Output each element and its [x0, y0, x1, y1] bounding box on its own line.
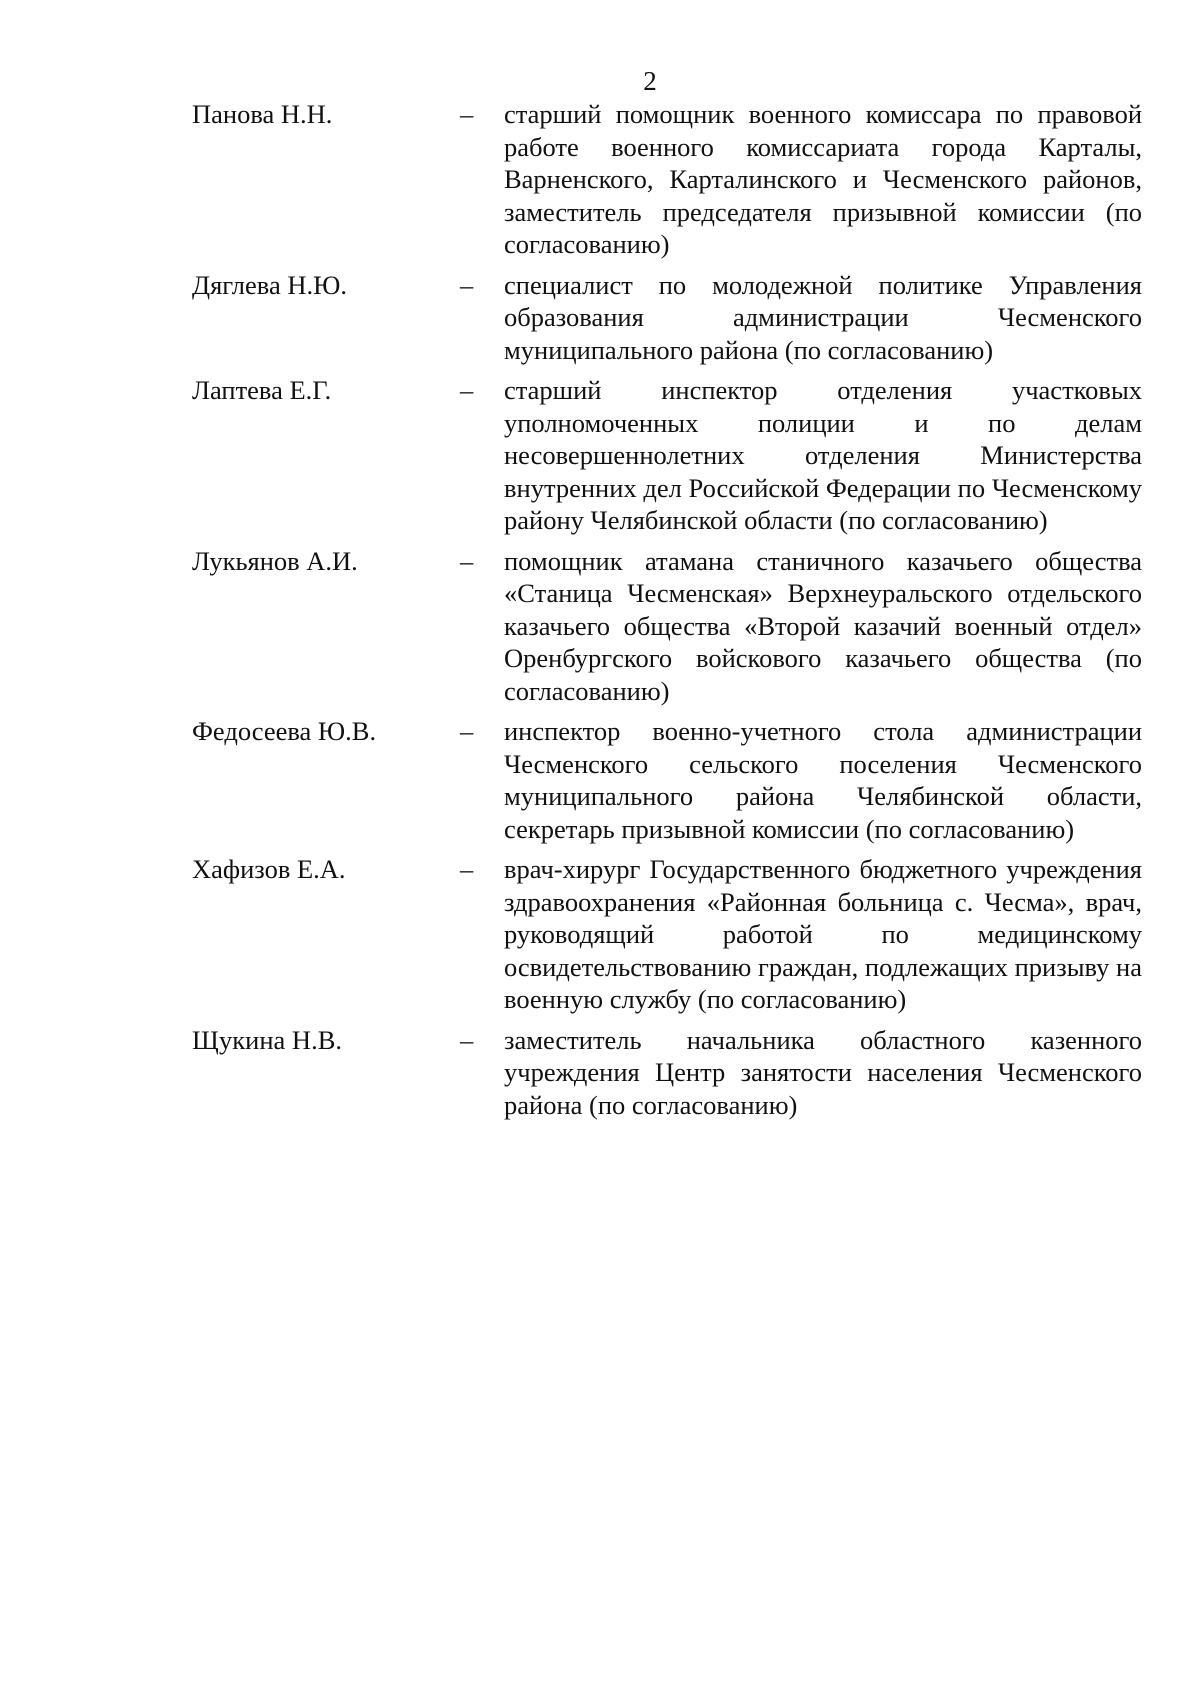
page-number: 2	[643, 66, 657, 96]
dash-separator: –	[460, 99, 474, 129]
member-name: Щукина Н.В.	[192, 1024, 342, 1055]
dash-separator: –	[460, 716, 474, 746]
member-role: врач-хирург Государственного бюджетного учреждения здравоохранения «Районная больница с. Чесма», врач, руководящий работой по медицинскому освидетельствованию граждан, подлежащих призыву на военную службу (по согласованию)	[504, 854, 1142, 1014]
member-role: специалист по молодежной политике Управления образования администрации Чесменского муниципального района (по согласованию)	[504, 269, 1142, 365]
member-role: помощник атамана станичного казачьего общества «Станица Чесменская» Верхнеуральского отдельского казачьего общества «Второй казачий военный отдел» Оренбургского войскового казачьего общества (по согласованию)	[504, 545, 1142, 706]
member-name: Хафизов Е.А.	[192, 854, 346, 884]
commission-members-list	[192, 98, 1142, 1129]
member-entry	[192, 374, 1142, 537]
dash-separator: –	[460, 269, 474, 300]
member-name: Лаптева Е.Г.	[192, 375, 332, 405]
member-entry	[192, 269, 1142, 367]
member-entry	[192, 545, 1142, 708]
member-name: Лукьянов А.И.	[192, 545, 358, 576]
member-role: инспектор военно-учетного стола администрации Чесменского сельского поселения Чесменского муниципального района Челябинской области, секретарь призывной комиссии (по согласованию)	[504, 716, 1142, 844]
member-role: заместитель начальника областного казенного учреждения Центр занятости населения Чесменского района (по согласованию)	[504, 1024, 1142, 1120]
member-entry	[192, 1024, 1142, 1122]
member-name: Панова Н.Н.	[192, 99, 333, 129]
member-role: старший инспектор отделения участковых уполномоченных полиции и по делам несовершеннолетних отделения Министерства внутренних дел Российской Федерации по Чесменскому району Челябинской области (по согласованию)	[504, 375, 1142, 535]
member-name: Федосеева Ю.В.	[192, 716, 377, 746]
dash-separator: –	[460, 854, 474, 884]
member-entry	[192, 715, 1142, 845]
dash-separator: –	[460, 545, 474, 576]
dash-separator: –	[460, 1024, 474, 1055]
dash-separator: –	[460, 375, 474, 405]
member-name: Дяглева Н.Ю.	[192, 269, 347, 300]
member-entry	[192, 98, 1142, 261]
member-entry	[192, 853, 1142, 1016]
member-role: старший помощник военного комиссара по правовой работе военного комиссариата города Карталы, Варненского, Карталинского и Чесменского районов, заместитель председателя призывной комиссии (по согласованию)	[504, 99, 1142, 259]
